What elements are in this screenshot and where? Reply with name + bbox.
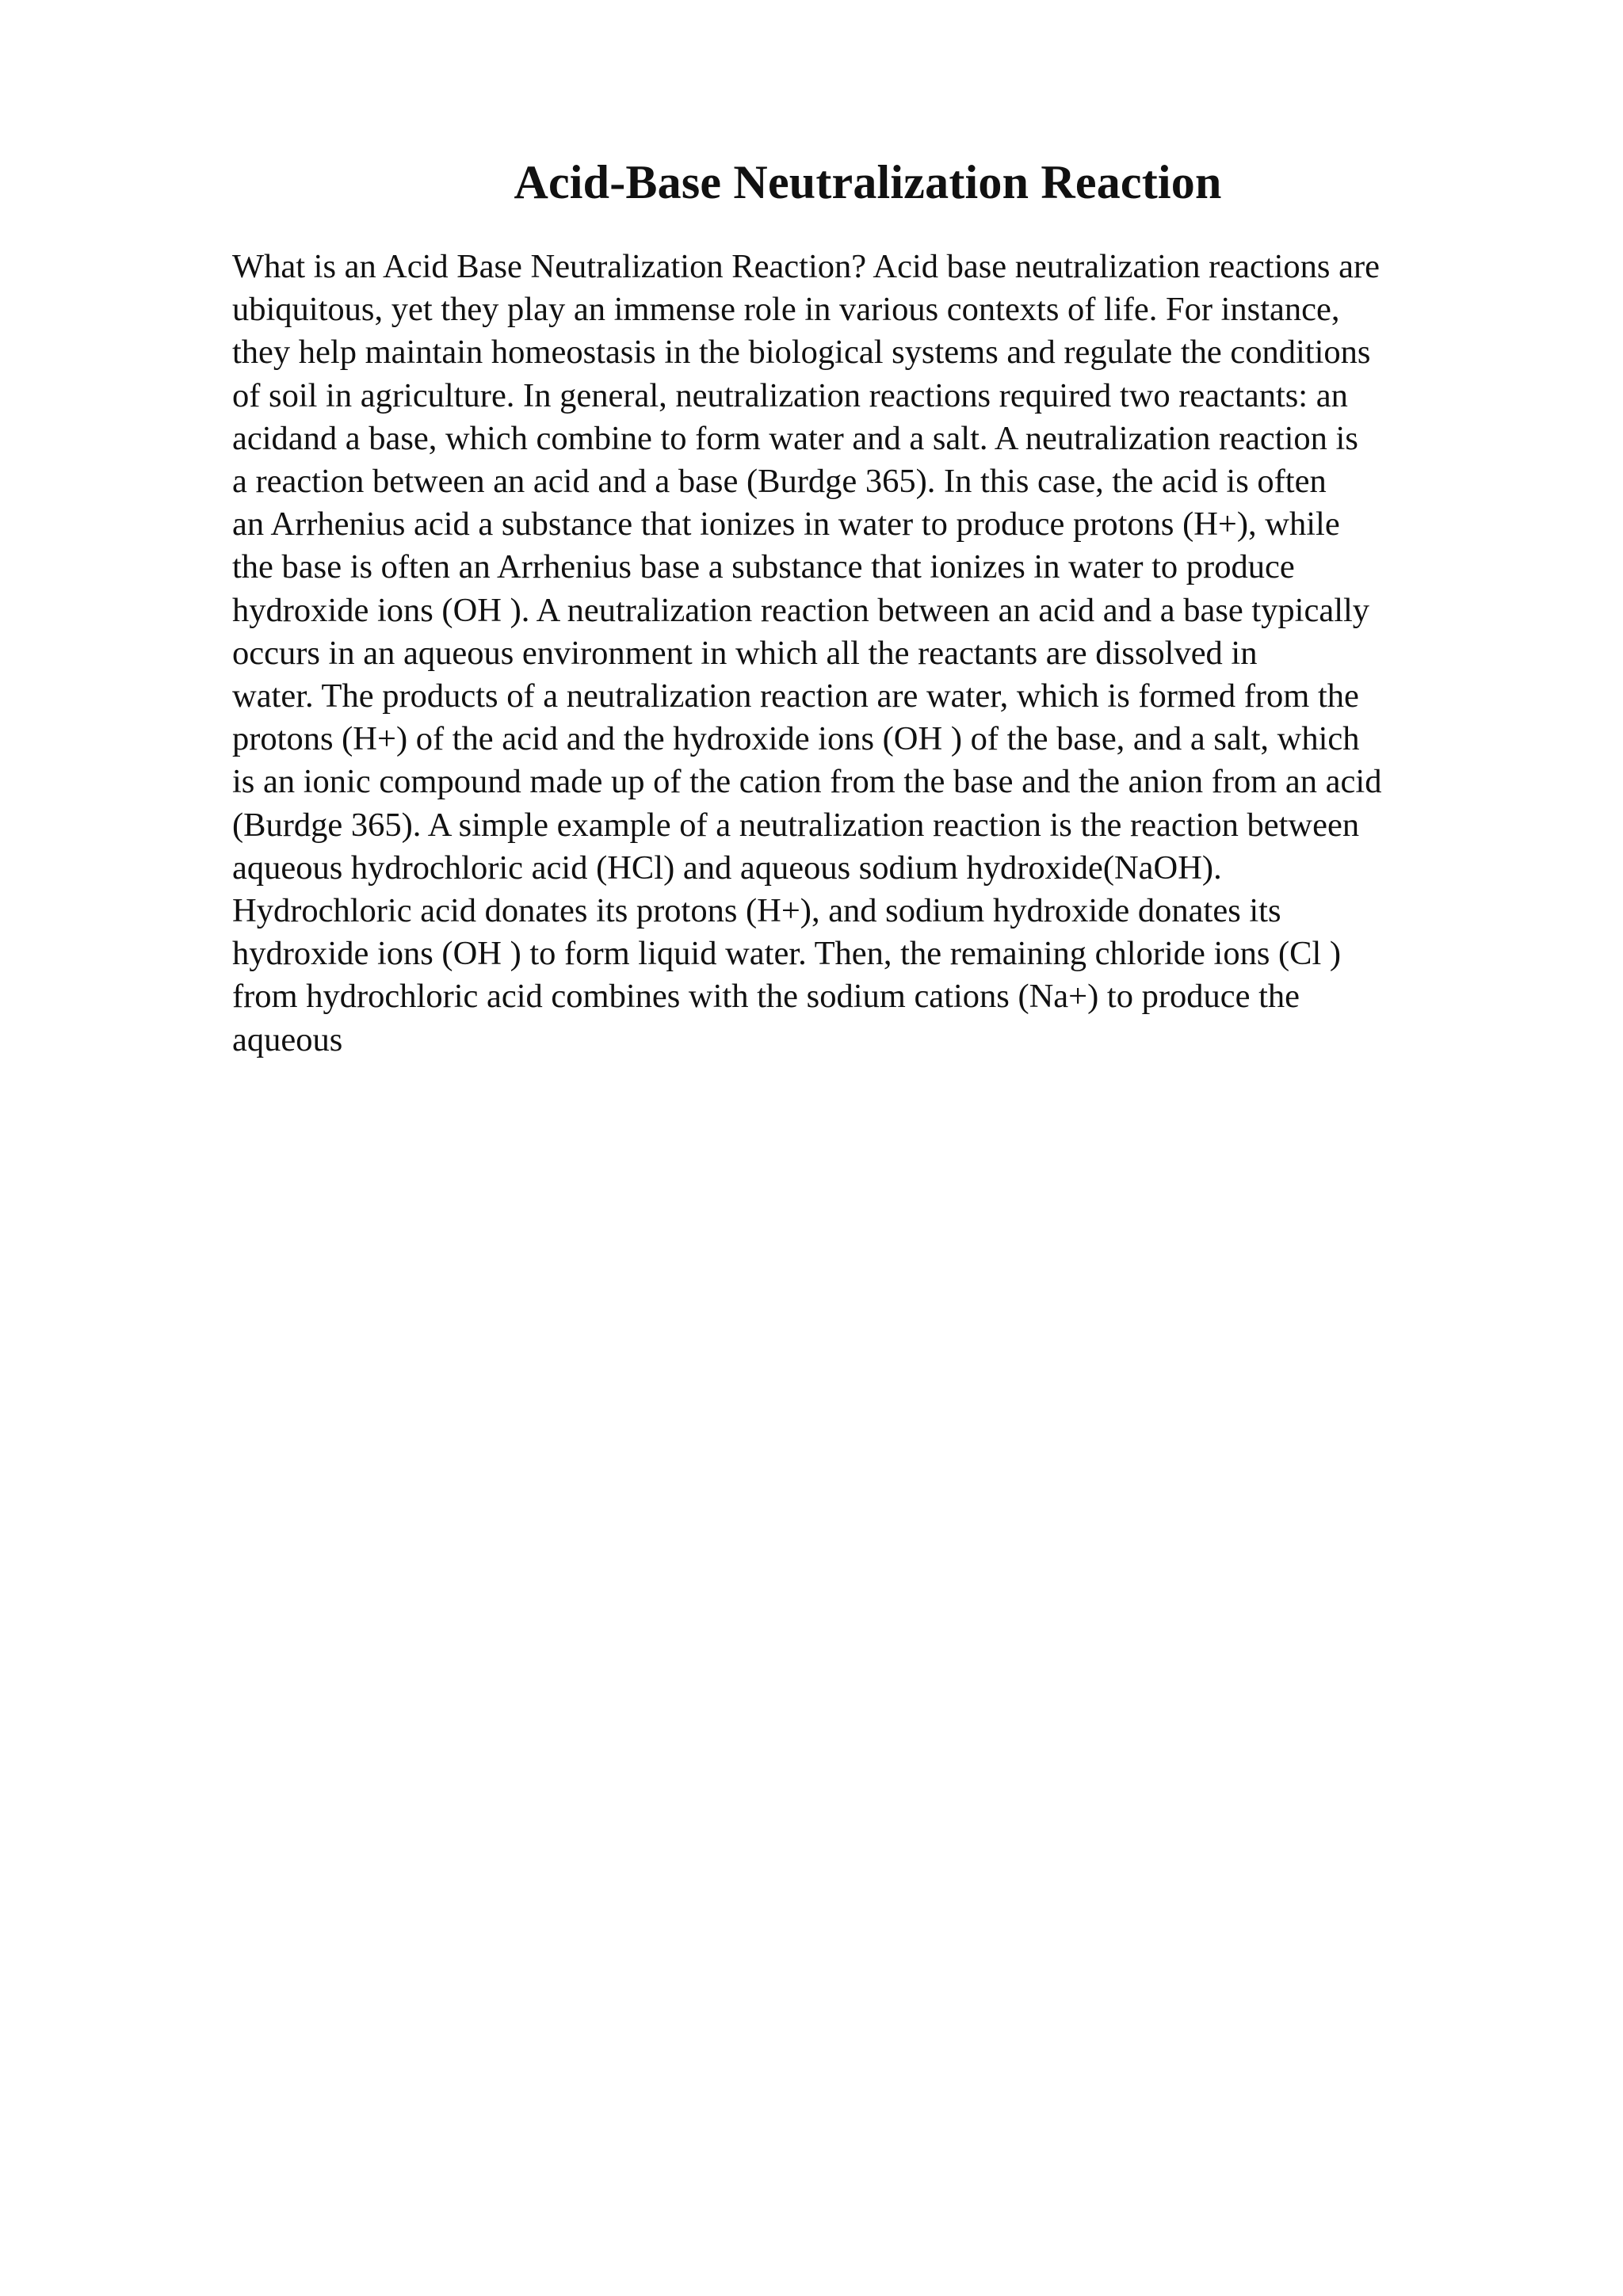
body-line: water. The products of a neutralization reaction are water, which is formed from the [232,677,1359,715]
body-line: aqueous [232,1020,343,1058]
body-line: a reaction between an acid and a base (Burdge 365). In this case, the acid is often [232,463,1327,501]
body-line: from hydrochloric acid combines with the sodium cations (Na+) to produce the [232,978,1300,1016]
body-line: ubiquitous, yet they play an immense role in various contexts of life. For instance, [232,291,1340,329]
body-line: the base is often an Arrhenius base a substance that ionizes in water to produce [232,548,1295,586]
body-line: protons (H+) of the acid and the hydroxide ions (OH ) of the base, and a salt, which [232,720,1360,758]
body-line: What is an Acid Base Neutralization Reaction? Acid base neutralization reactions are [232,248,1380,285]
body-line: an Arrhenius acid a substance that ionizes in water to produce protons (H+), while [232,505,1340,543]
body-line: they help maintain homeostasis in the biological systems and regulate the conditions [232,334,1371,372]
document-title: Acid-Base Neutralization Reaction [514,156,1222,208]
document-body [232,246,1532,1062]
body-line: occurs in an aqueous environment in which all the reactants are dissolved in [232,634,1258,672]
body-line: hydroxide ions (OH ). A neutralization reaction between an acid and a base typically [232,591,1370,629]
body-line: acidand a base, which combine to form water and a salt. A neutralization reaction is [232,419,1358,457]
body-line: Hydrochloric acid donates its protons (H+), and sodium hydroxide donates its [232,892,1281,930]
body-line: (Burdge 365). A simple example of a neutralization reaction is the reaction between [232,806,1360,844]
body-line: is an ionic compound made up of the cation from the base and the anion from an acid [232,763,1382,801]
body-line: aqueous hydrochloric acid (HCl) and aqueous sodium hydroxide(NaOH). [232,849,1222,887]
body-line: hydroxide ions (OH ) to form liquid water. Then, the remaining chloride ions (Cl ) [232,935,1342,973]
body-line: of soil in agriculture. In general, neutralization reactions required two reactants: an [232,376,1348,414]
